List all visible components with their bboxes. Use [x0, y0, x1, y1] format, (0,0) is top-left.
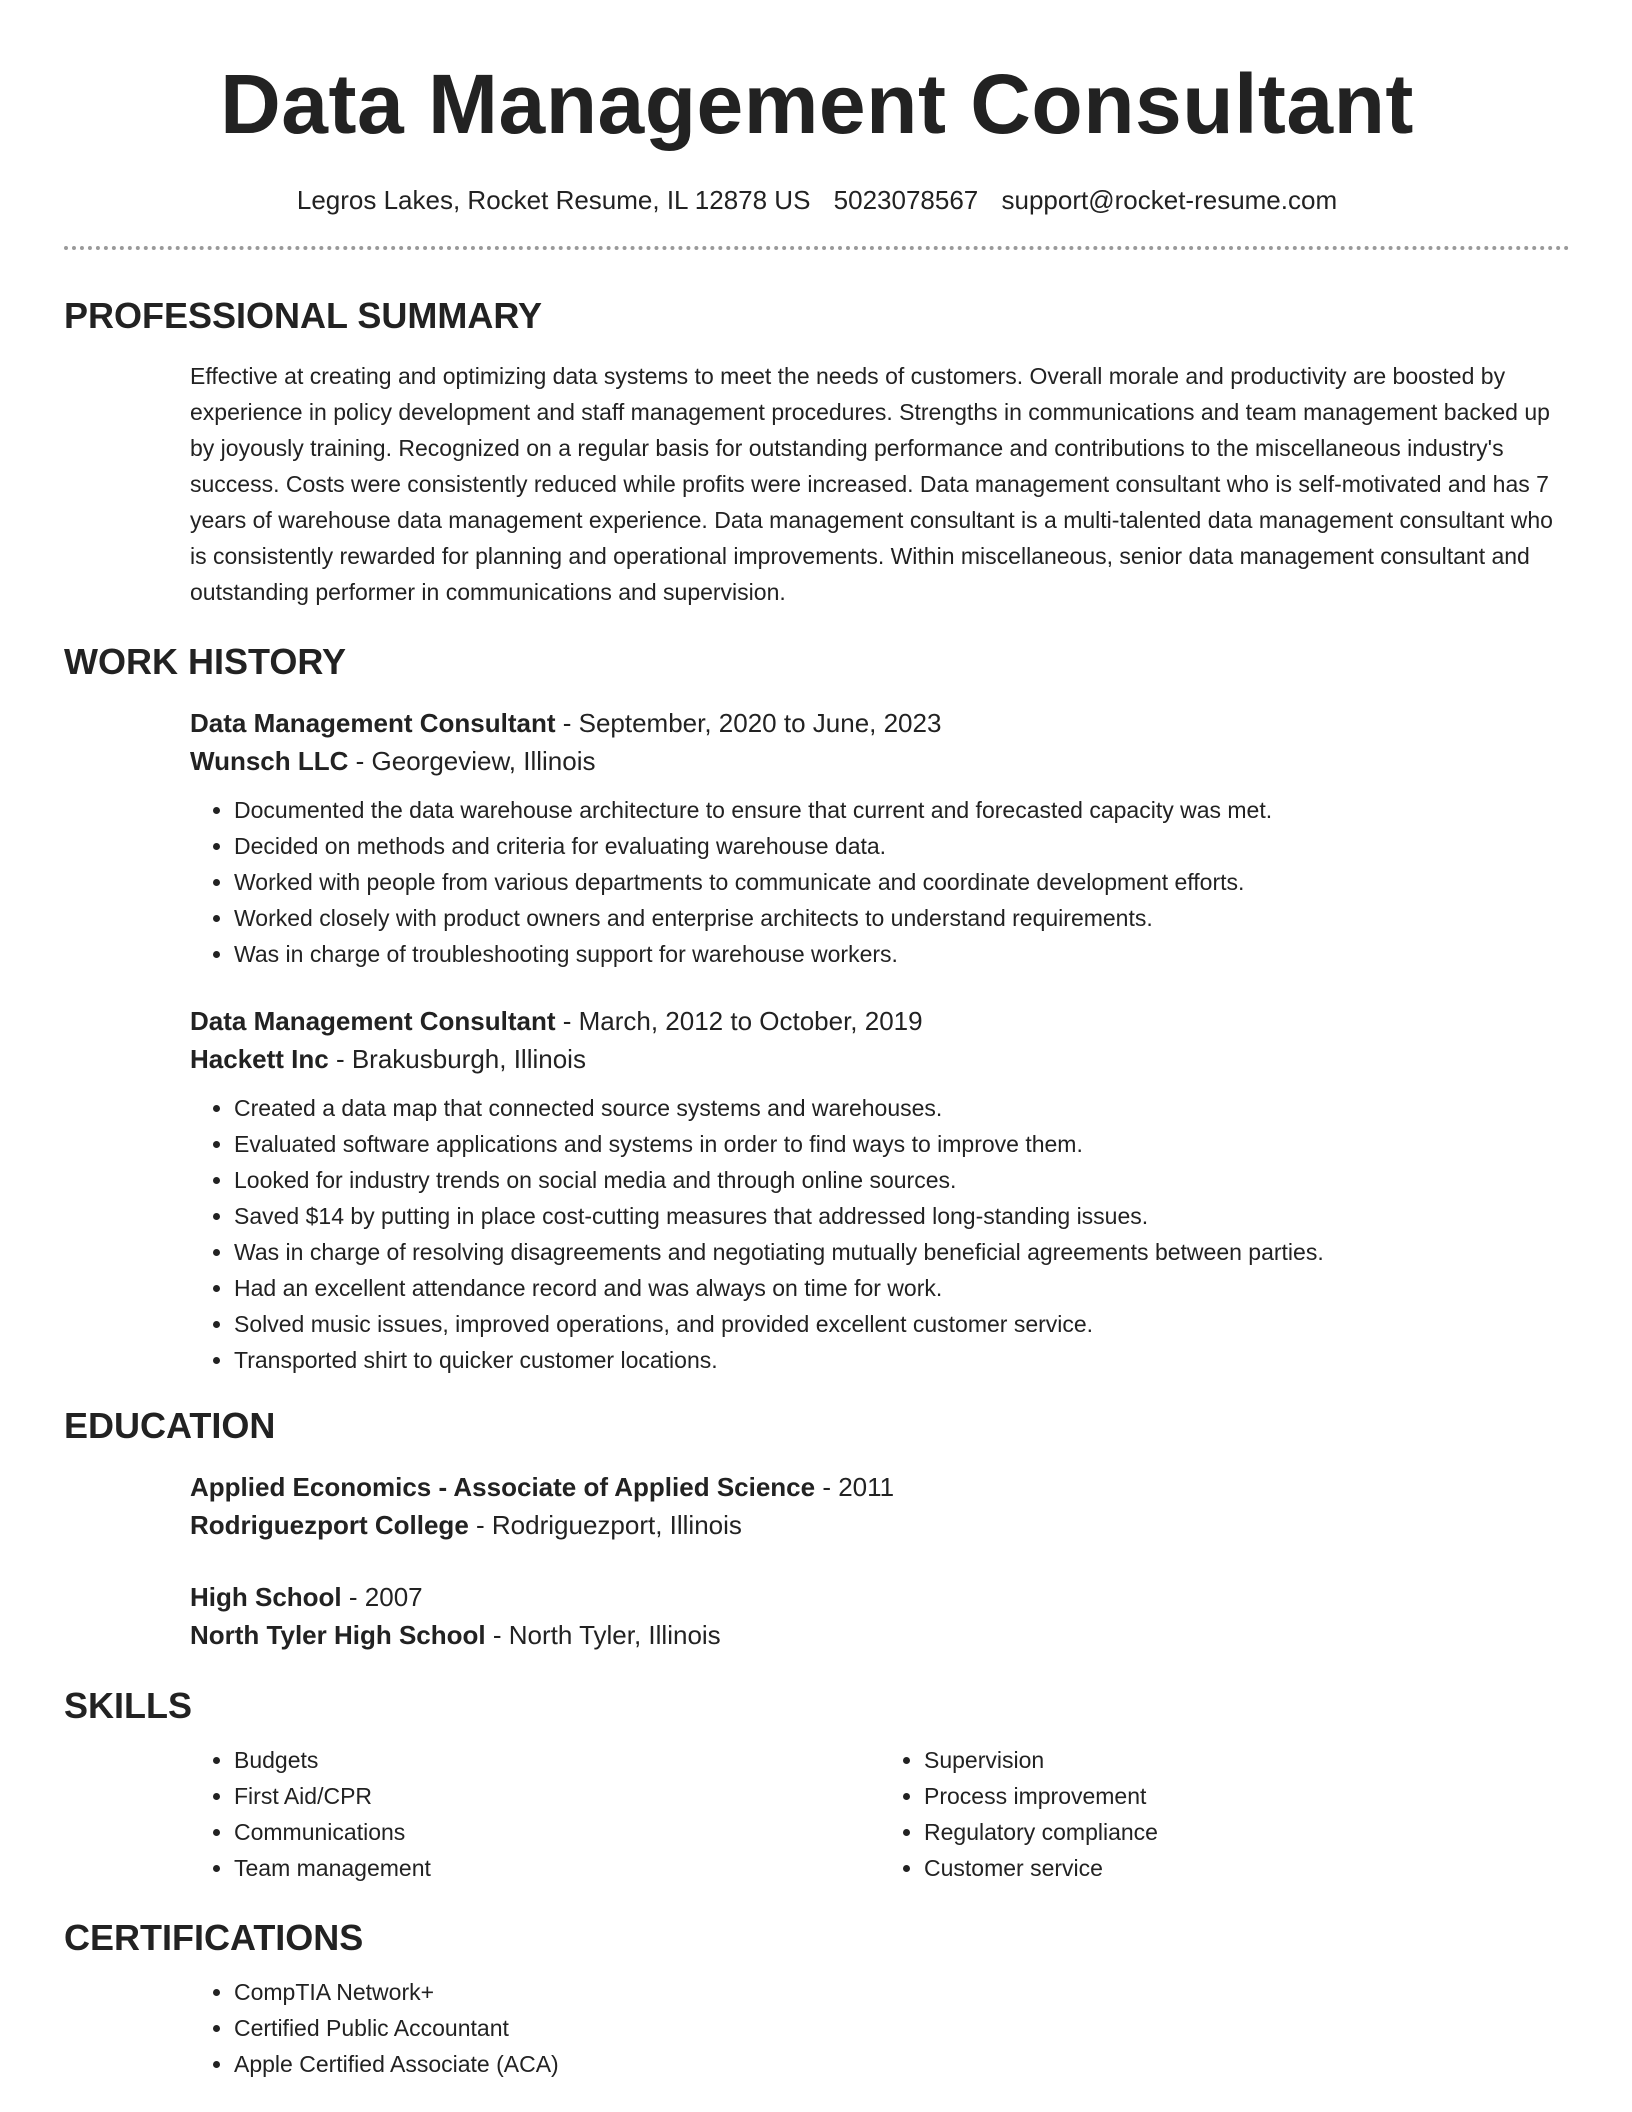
education-year: - 2007 — [341, 1582, 423, 1612]
section-title-education: EDUCATION — [64, 1405, 276, 1446]
job-role: Data Management Consultant — [190, 708, 556, 738]
job-company-line — [190, 742, 1570, 780]
job-company-line — [190, 1040, 1570, 1078]
list-item: • Process improvement — [924, 1778, 1570, 1814]
resume-page — [64, 0, 1570, 2082]
list-item: • Created a data map that connected source systems and warehouses. — [234, 1090, 1570, 1126]
education-degree-line — [190, 1578, 1570, 1616]
section-title-summary: PROFESSIONAL SUMMARY — [64, 295, 543, 336]
list-item: • Worked closely with product owners and enterprise architects to understand requirements. — [234, 900, 1570, 936]
list-item: • Apple Certified Associate (ACA) — [234, 2046, 1570, 2082]
section-title-skills: SKILLS — [64, 1685, 193, 1726]
resume-title: Data Management Consultant — [220, 57, 1414, 151]
list-item: • Transported shirt to quicker customer locations. — [234, 1342, 1570, 1378]
header-divider — [64, 246, 1570, 250]
certifications-list — [190, 1974, 1570, 2082]
job-company: Wunsch LLC — [190, 746, 349, 776]
contact-phone: 5023078567 — [833, 185, 979, 215]
job-title-line — [190, 1002, 1570, 1040]
list-item: • Evaluated software applications and systems in order to find ways to improve them. — [234, 1126, 1570, 1162]
education-school: North Tyler High School — [190, 1620, 486, 1650]
list-item: • Looked for industry trends on social media and through online sources. — [234, 1162, 1570, 1198]
job-title-line — [190, 704, 1570, 742]
education-location: - Rodriguezport, Illinois — [468, 1510, 742, 1540]
summary-text: Effective at creating and optimizing data systems to meet the needs of customers. Overall morale and productivity are boosted by experience in policy development and staff management procedures. Strengths in communications and team management backed up by joyously training. Recognized on a regular basis for outstanding performance and contributions to the miscellaneous industry's success. Costs were consistently reduced while profits were increased. Data management consultant who is self-motivated and has 7 years of warehouse data management experience. Data management consultant is a multi-talented data management consultant who is consistently rewarded for planning and operational improvements. Within miscellaneous, senior data management consultant and outstanding performer in communications and supervision. — [190, 363, 1553, 605]
education-year: - 2011 — [815, 1472, 895, 1502]
education-location: - North Tyler, Illinois — [485, 1620, 721, 1650]
list-item: • Budgets — [234, 1742, 880, 1778]
job-entry — [190, 704, 1570, 972]
list-item: • Worked with people from various departments to communicate and coordinate development efforts. — [234, 864, 1570, 900]
list-item: • Was in charge of troubleshooting support for warehouse workers. — [234, 936, 1570, 972]
education-degree: High School — [190, 1582, 342, 1612]
job-role: Data Management Consultant — [190, 1006, 556, 1036]
list-item: • Communications — [234, 1814, 880, 1850]
contact-email: support@rocket-resume.com — [1001, 185, 1338, 215]
education-school-line — [190, 1616, 1570, 1654]
education-degree-line — [190, 1468, 1570, 1506]
skills-list — [190, 1742, 1570, 1886]
list-item: • Regulatory compliance — [924, 1814, 1570, 1850]
job-dates: - March, 2012 to October, 2019 — [555, 1006, 923, 1036]
job-location: - Brakusburgh, Illinois — [328, 1044, 586, 1074]
list-item: • Had an excellent attendance record and was always on time for work. — [234, 1270, 1570, 1306]
job-company: Hackett Inc — [190, 1044, 329, 1074]
list-item: • Customer service — [924, 1850, 1570, 1886]
education-school: Rodriguezport College — [190, 1510, 469, 1540]
job-location: - Georgeview, Illinois — [348, 746, 596, 776]
list-item: • Was in charge of resolving disagreements and negotiating mutually beneficial agreements between parties. — [234, 1234, 1570, 1270]
education-school-line — [190, 1506, 1570, 1544]
list-item: • Solved music issues, improved operations, and provided excellent customer service. — [234, 1306, 1570, 1342]
section-title-work: WORK HISTORY — [64, 641, 347, 682]
list-item: • CompTIA Network+ — [234, 1974, 1570, 2010]
job-dates: - September, 2020 to June, 2023 — [555, 708, 942, 738]
job-bullets — [190, 792, 1570, 972]
section-title-certifications: CERTIFICATIONS — [64, 1917, 364, 1958]
contact-address: Legros Lakes, Rocket Resume, IL 12878 US — [296, 185, 811, 215]
job-entry — [190, 1002, 1570, 1378]
list-item: • Saved $14 by putting in place cost-cutting measures that addressed long-standing issues. — [234, 1198, 1570, 1234]
skills-column-left — [190, 1742, 880, 1886]
list-item: • Certified Public Accountant — [234, 2010, 1570, 2046]
list-item: • Documented the data warehouse architecture to ensure that current and forecasted capacity was met. — [234, 792, 1570, 828]
education-degree: Applied Economics - Associate of Applied Science — [190, 1472, 816, 1502]
job-bullets — [190, 1090, 1570, 1378]
education-entry — [190, 1578, 1570, 1654]
certifications-bullets — [190, 1974, 1570, 2082]
list-item: • Team management — [234, 1850, 880, 1886]
list-item: • Supervision — [924, 1742, 1570, 1778]
contact-line — [64, 182, 1570, 218]
skills-column-right — [880, 1742, 1570, 1886]
list-item: • First Aid/CPR — [234, 1778, 880, 1814]
education-entry — [190, 1468, 1570, 1544]
list-item: • Decided on methods and criteria for evaluating warehouse data. — [234, 828, 1570, 864]
